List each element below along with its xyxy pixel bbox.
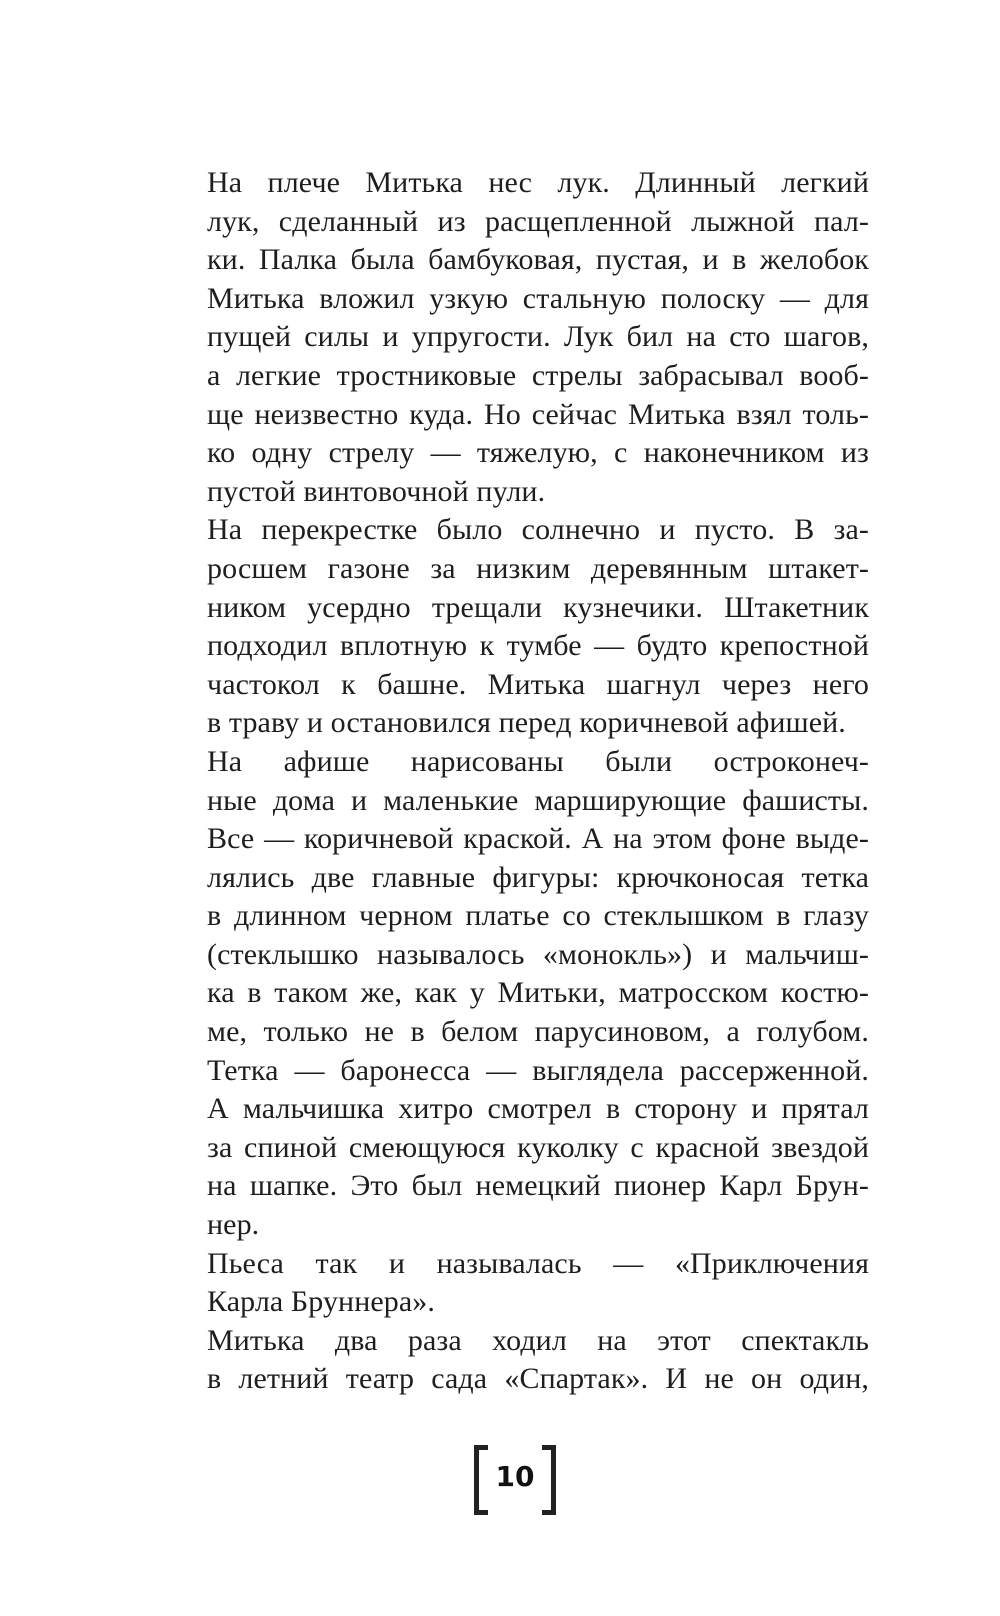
text-line: в длинном черном платье со стеклышком в глазу	[207, 899, 869, 933]
text-line: Тетка — баронесса — выглядела рассерженной.	[207, 1053, 869, 1087]
text-line: росшем газоне за низким деревянным штакет-	[207, 551, 869, 585]
text-line: в летний театр сада «Спартак». И не он один,	[207, 1362, 869, 1396]
text-line: Карла Бруннера».	[207, 1285, 435, 1319]
paragraph-4	[161, 1245, 869, 1322]
text-line: лялись две главные фигуры: крючконосая тетка	[207, 860, 869, 894]
text-line: лук, сделанный из расщепленной лыжной пал-	[207, 204, 869, 238]
page-number-frame	[470, 1445, 560, 1525]
text-line: ные дома и маленькие марширующие фашисты.	[207, 783, 869, 817]
text-line: ме, только не в белом парусиновом, а голубом.	[207, 1015, 869, 1049]
text-line: ником усердно трещали кузнечики. Штакетник	[207, 590, 869, 624]
paragraph-3	[161, 743, 869, 1245]
text-line: Пьеса так и называлась — «Приключения	[207, 1246, 869, 1280]
paragraph-1	[161, 164, 869, 511]
text-line: в траву и остановился перед коричневой афишей.	[207, 706, 846, 740]
text-line: ка в таком же, как у Митьки, матросском костю-	[207, 976, 869, 1010]
text-line: А мальчишка хитро смотрел в сторону и прятал	[207, 1092, 869, 1126]
text-line: за спиной смеющуюся куколку с красной звездой	[207, 1130, 869, 1164]
text-line: На плече Митька нес лук. Длинный легкий	[207, 166, 869, 199]
text-line: Митька два раза ходил на этот спектакль	[207, 1323, 869, 1357]
text-line: На перекрестке было солнечно и пусто. В за-	[207, 513, 869, 547]
paragraph-2	[161, 511, 869, 743]
text-line: пустой винтовочной пули.	[207, 474, 546, 508]
text-line: пущей силы и упругости. Лук бил на сто шагов,	[207, 320, 869, 354]
text-line: На афише нарисованы были остроконеч-	[207, 744, 869, 778]
text-line: а легкие тростниковые стрелы забрасывал вооб-	[207, 358, 869, 392]
text-line: подходил вплотную к тумбе — будто крепостной	[207, 629, 869, 663]
text-line: ко одну стрелу — тяжелую, с наконечником из	[207, 436, 869, 470]
text-line: частокол к башне. Митька шагнул через него	[207, 667, 869, 701]
text-line: Все — коричневой краской. А на этом фоне выде-	[207, 822, 869, 856]
text-line: (стеклышко называлось «монокль») и мальчиш-	[207, 937, 869, 971]
text-line: на шапке. Это был немецкий пионер Карл Брун-	[207, 1169, 869, 1203]
text-line: ще неизвестно куда. Но сейчас Митька взял толь-	[207, 397, 869, 431]
right-bracket-icon	[542, 1445, 556, 1515]
paragraph-5	[161, 1322, 869, 1399]
text-line: Митька вложил узкую стальную полоску — для	[207, 281, 869, 315]
page-number: 10	[495, 1460, 535, 1493]
text-line: нер.	[207, 1208, 260, 1242]
body-text	[161, 164, 869, 1399]
text-line: ки. Палка была бамбуковая, пустая, и в желобок	[207, 243, 869, 277]
